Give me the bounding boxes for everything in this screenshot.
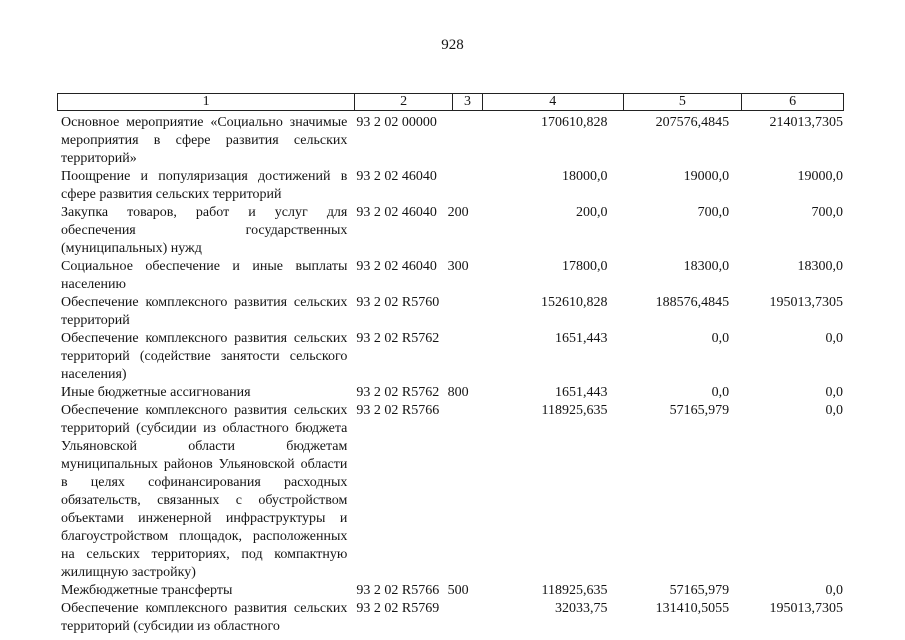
row-value-col5: 0,0 — [711, 385, 730, 400]
row-name: Социальное обеспечение и иные выплаты населению — [61, 259, 348, 292]
table-row — [57, 582, 847, 600]
header-col-1: 1 — [58, 94, 355, 110]
table-row — [57, 384, 847, 402]
row-name: Обеспечение комплексного развития сельских территорий (субсидии из областного бюджета Ульяновской области бюджетам муниципальных районов Ульяновской области в целях софинансирования расходных обязательств, связанных с обустройством объектами инженерной инфраструктуры и благоустройством площадок, расположенных на сельских территориях, под компактную жилищную застройку) — [61, 403, 348, 580]
header-col-6: 6 — [789, 94, 797, 109]
row-value-col4: 118925,635 — [541, 403, 608, 418]
row-value-col5: 19000,0 — [683, 169, 730, 184]
table-row — [57, 258, 847, 294]
row-value-col6: 0,0 — [825, 403, 843, 418]
header-col-4: 4 — [483, 94, 624, 110]
table-row — [57, 600, 847, 636]
page-number: 928 — [441, 37, 464, 53]
row-code: 93 2 02 R5766 — [356, 583, 440, 598]
row-type — [447, 402, 481, 582]
row-value-col4: 32033,75 — [554, 601, 608, 616]
row-code: 93 2 02 R5769 — [356, 601, 440, 616]
row-value-col5: 131410,5055 — [655, 601, 730, 616]
row-code: 93 2 02 46040 — [356, 205, 437, 220]
row-type — [447, 600, 481, 636]
row-value-col4: 1651,443 — [554, 331, 608, 346]
row-value-col6: 214013,7305 — [769, 115, 843, 130]
row-value-col4: 200,0 — [575, 205, 608, 220]
row-code: 93 2 02 00000 — [356, 115, 437, 130]
row-value-col6: 700,0 — [811, 205, 843, 220]
row-value-col4: 1651,443 — [554, 385, 608, 400]
row-code: 93 2 02 R5760 — [356, 295, 440, 310]
row-code: 93 2 02 46040 — [356, 169, 437, 184]
table-header — [57, 93, 844, 111]
row-code: 93 2 02 46040 — [356, 259, 437, 274]
row-code: 93 2 02 R5762 — [356, 385, 440, 400]
row-code: 93 2 02 R5762 — [356, 331, 440, 346]
row-value-col4: 152610,828 — [540, 295, 608, 310]
row-name: Закупка товаров, работ и услуг для обеспечения государственных (муниципальных) нужд — [61, 205, 348, 256]
row-code: 93 2 02 R5766 — [356, 403, 440, 418]
row-value-col6: 19000,0 — [797, 169, 843, 184]
row-value-col5: 188576,4845 — [655, 295, 730, 310]
table-body — [57, 114, 847, 636]
row-name: Обеспечение комплексного развития сельских территорий (субсидии из областного — [61, 601, 348, 634]
row-type — [447, 330, 481, 384]
row-type — [447, 114, 481, 168]
row-value-col4: 170610,828 — [540, 115, 608, 130]
row-type: 200 — [447, 205, 469, 220]
row-value-col4: 18000,0 — [561, 169, 608, 184]
row-value-col5: 700,0 — [697, 205, 730, 220]
row-type: 500 — [447, 583, 469, 598]
row-value-col4: 118925,635 — [541, 583, 608, 598]
row-name: Поощрение и популяризация достижений в сфере развития сельских территорий — [61, 169, 348, 202]
row-name: Межбюджетные трансферты — [61, 583, 233, 598]
row-value-col6: 195013,7305 — [769, 601, 843, 616]
row-name: Обеспечение комплексного развития сельских территорий (содействие занятости сельского населения) — [61, 331, 348, 382]
row-value-col5: 57165,979 — [669, 583, 730, 598]
row-value-col5: 207576,4845 — [655, 115, 730, 130]
table-row — [57, 402, 847, 582]
row-type — [447, 168, 481, 204]
row-value-col6: 0,0 — [825, 331, 843, 346]
header-col-2: 2 — [355, 94, 453, 110]
table-row — [57, 168, 847, 204]
row-name: Иные бюджетные ассигнования — [61, 385, 251, 400]
row-value-col6: 18300,0 — [797, 259, 843, 274]
row-value-col5: 0,0 — [711, 331, 730, 346]
row-value-col6: 195013,7305 — [769, 295, 843, 310]
table-row — [57, 204, 847, 258]
row-name: Обеспечение комплексного развития сельских территорий — [61, 295, 348, 328]
row-type — [447, 294, 481, 330]
header-col-3: 3 — [453, 94, 483, 110]
row-value-col5: 18300,0 — [683, 259, 730, 274]
row-value-col6: 0,0 — [825, 385, 843, 400]
table-row — [57, 330, 847, 384]
row-value-col5: 57165,979 — [669, 403, 730, 418]
row-name: Основное мероприятие «Социально значимые мероприятия в сфере развития сельских территорий» — [61, 115, 348, 166]
row-type: 800 — [447, 385, 469, 400]
header-col-5: 5 — [624, 94, 743, 110]
table-row — [57, 114, 847, 168]
row-type: 300 — [447, 259, 469, 274]
row-value-col4: 17800,0 — [561, 259, 608, 274]
table-row — [57, 294, 847, 330]
row-value-col6: 0,0 — [825, 583, 843, 598]
